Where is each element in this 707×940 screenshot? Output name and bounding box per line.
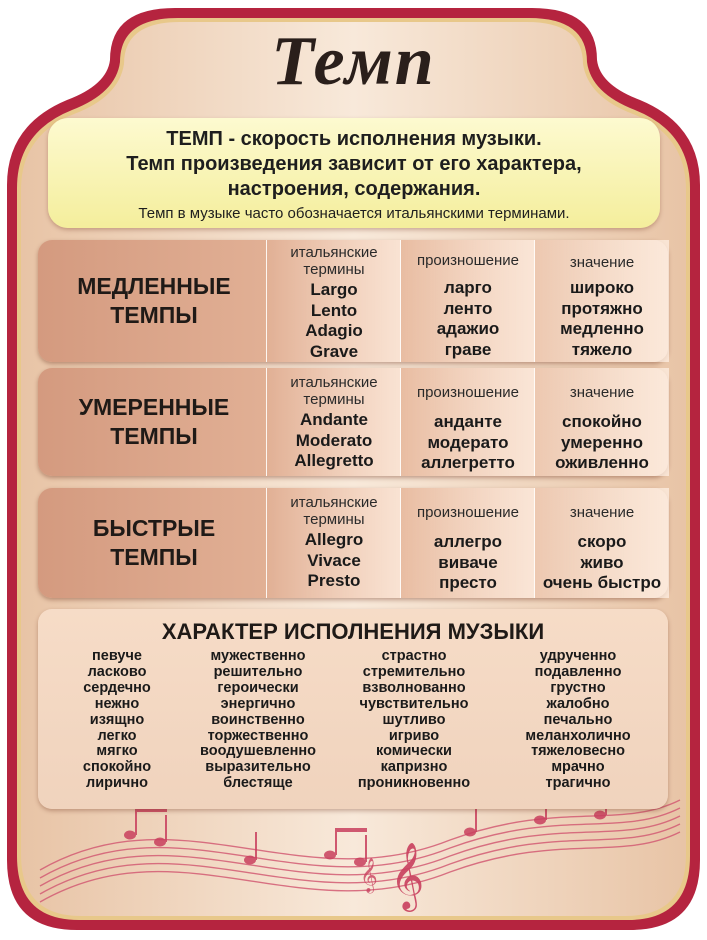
character-title: ХАРАКТЕР ИСПОЛНЕНИЯ МУЗЫКИ	[161, 619, 545, 644]
character-word: шутливо	[382, 711, 446, 728]
meaning: медленно	[560, 319, 644, 338]
character-word: легко	[97, 727, 137, 744]
definition-box	[48, 118, 660, 228]
performance-character-box	[38, 609, 668, 809]
character-column-2	[188, 649, 328, 792]
italian-terms-column	[266, 488, 401, 598]
section-title: БЫСТРЫЕ ТЕМПЫ	[92, 515, 216, 570]
meaning: очень быстро	[542, 573, 662, 592]
character-word: страстно	[381, 648, 447, 664]
meaning: оживленно	[555, 453, 649, 472]
pronunciation: андантe	[433, 412, 503, 431]
character-word: подавленно	[534, 663, 622, 680]
column-header: произношение	[416, 504, 520, 521]
pronunciation: граве	[444, 339, 492, 359]
pronunciation: ленто	[443, 298, 493, 318]
character-word: удрученно	[539, 648, 617, 664]
character-word: блестяще	[223, 775, 293, 792]
character-word: проникновенно	[357, 775, 471, 792]
character-word: сердечно	[83, 679, 151, 696]
character-word: печально	[543, 711, 613, 728]
character-word: капризно	[380, 759, 448, 776]
term: Grave	[309, 341, 359, 361]
term: Adagio	[305, 321, 363, 340]
section-moderate-tempos	[38, 368, 668, 476]
character-word: воинственно	[211, 711, 305, 728]
character-word: грустно	[550, 679, 606, 696]
character-word: мужественно	[210, 648, 306, 664]
character-word: решительно	[213, 663, 303, 680]
character-word: тяжеловесно	[531, 743, 625, 760]
character-word: ласково	[87, 663, 147, 680]
italian-terms-column	[266, 368, 401, 476]
pronunciation-column	[400, 488, 535, 598]
definition-note: Темп в музыке часто обозначается итальянскими терминами.	[138, 205, 570, 222]
column-header: итальянские термины	[290, 374, 378, 408]
pronunciation-column	[400, 240, 535, 362]
definition-line-1: ТЕМП - скорость исполнения музыки.	[166, 128, 542, 150]
column-header: значение	[569, 384, 635, 401]
character-word: мрачно	[551, 759, 605, 776]
character-word: мягко	[96, 743, 138, 760]
character-word: жалобно	[546, 695, 610, 712]
character-word: торжественно	[207, 727, 309, 744]
meaning: тяжело	[571, 339, 633, 359]
meaning: скоро	[577, 532, 627, 551]
character-word: изящно	[89, 711, 145, 728]
pronunciation: престо	[439, 573, 497, 592]
meaning: умеренно	[560, 432, 644, 452]
character-word: спокойно	[82, 759, 152, 776]
section-fast-tempos	[38, 488, 668, 598]
column-header: значение	[569, 504, 635, 521]
term: Andante	[300, 410, 368, 429]
meaning: широко	[569, 278, 635, 297]
page-title: Темп	[271, 23, 436, 100]
meaning: протяжно	[561, 298, 643, 318]
character-column-3	[344, 649, 484, 792]
term: Allegretto	[294, 451, 374, 470]
column-header: произношение	[416, 252, 520, 269]
meaning-column	[534, 488, 669, 598]
character-column-4	[508, 649, 648, 792]
character-word: выразительно	[205, 759, 311, 776]
column-header: значение	[569, 254, 635, 271]
column-header: итальянские термины	[290, 494, 378, 528]
character-word: нежно	[94, 695, 140, 712]
character-word: лирично	[86, 775, 148, 792]
character-word: героически	[217, 679, 299, 696]
column-header: произношение	[416, 384, 520, 401]
term: Presto	[307, 571, 361, 590]
italian-terms-column	[266, 240, 401, 362]
term: Moderato	[295, 430, 373, 450]
pronunciation-column	[400, 368, 535, 476]
pronunciation: модерато	[427, 432, 509, 452]
meaning: живо	[580, 552, 624, 572]
meaning: спокойно	[562, 412, 642, 431]
character-word: воодушевленно	[199, 743, 317, 760]
term: Allegro	[304, 530, 364, 549]
definition-line-3: настроения, содержания.	[227, 178, 481, 200]
character-word: стремительно	[362, 663, 466, 680]
section-title: МЕДЛЕННЫЕ ТЕМПЫ	[77, 273, 231, 328]
character-word: трагично	[545, 775, 611, 792]
term: Vivace	[307, 550, 361, 570]
section-slow-tempos	[38, 240, 668, 362]
svg-text:𝄞: 𝄞	[360, 858, 378, 893]
character-word: игриво	[388, 727, 440, 744]
character-word: комически	[376, 743, 452, 760]
character-word: меланхолично	[525, 727, 631, 744]
column-header: итальянские термины	[290, 244, 378, 278]
character-word: энергично	[220, 695, 296, 712]
character-word: взволнованно	[362, 679, 466, 696]
meaning-column	[534, 240, 669, 362]
pronunciation: виваче	[438, 552, 498, 572]
section-title: УМЕРЕННЫЕ ТЕМПЫ	[78, 394, 230, 449]
pronunciation: аллегретто	[421, 453, 515, 472]
pronunciation: адажио	[436, 319, 500, 338]
character-word: певуче	[92, 648, 142, 664]
pronunciation: ларго	[444, 278, 492, 297]
character-word: чувствительно	[359, 695, 469, 712]
svg-text:𝄞: 𝄞	[390, 841, 425, 909]
definition-line-2: Темп произведения зависит от его характера,	[126, 153, 582, 175]
character-column-1	[54, 649, 180, 792]
term: Largo	[310, 280, 358, 299]
term: Lento	[310, 300, 358, 320]
pronunciation: аллегро	[433, 532, 503, 551]
meaning-column	[534, 368, 669, 476]
